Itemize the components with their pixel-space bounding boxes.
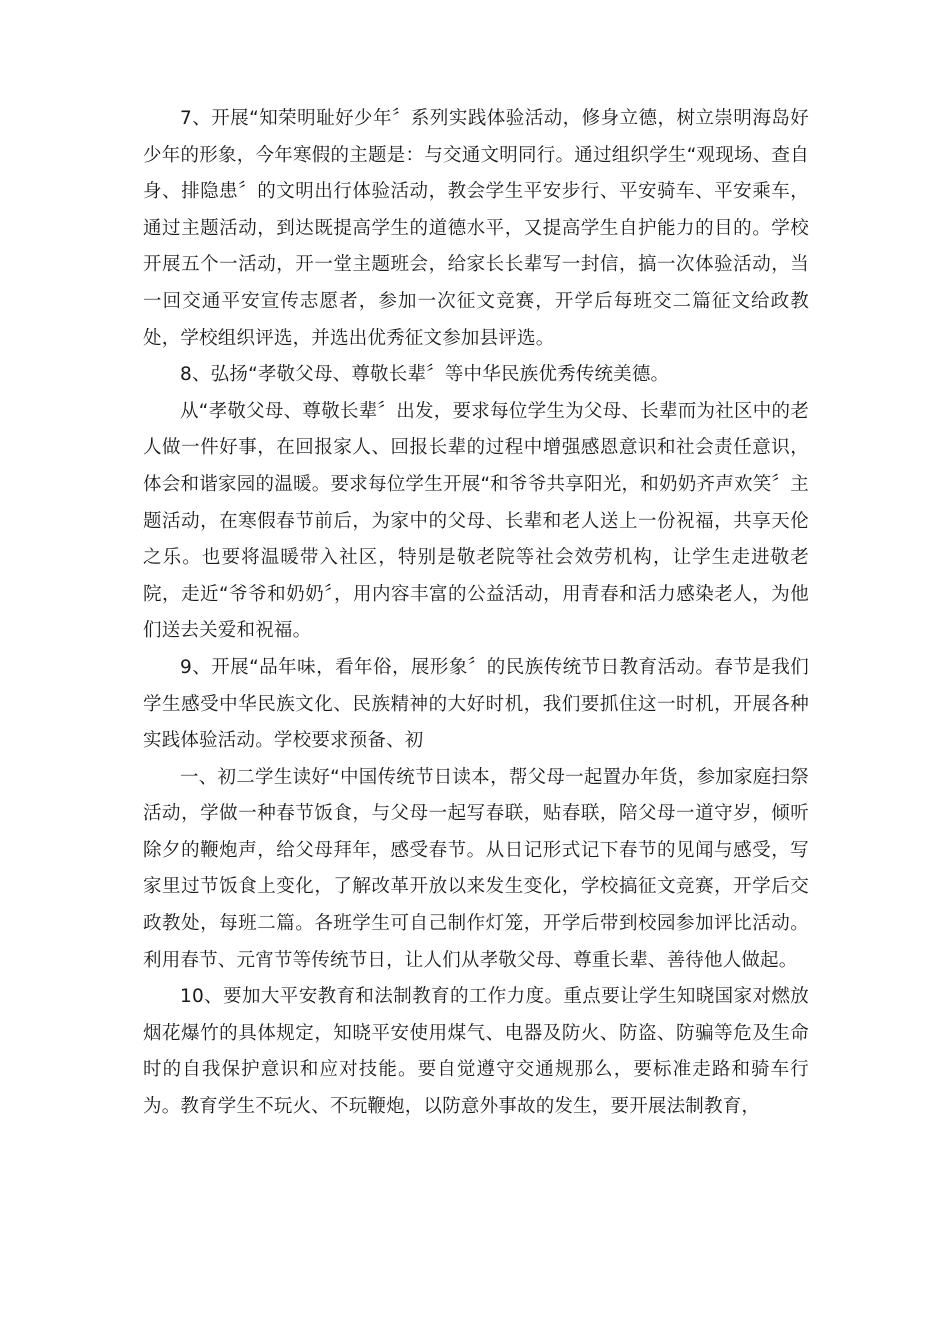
- paragraph-item-8-body: 从“孝敬父母、尊敬长辈〞出发，要求每位学生为父母、长辈而为社区中的老人做一件好事，在回报家人、回报长辈的过程中增强感恩意识和社会责任意识，体会和谐家园的温暖。要求每位学生开展“和爷爷共享阳光，和奶奶齐声欢笑〞主题活动，在寒假春节前后，为家中的父母、长辈和老人送上一份祝福，共享天伦之乐。也要将温暖带入社区，特别是敬老院等社会效劳机构，让学生走进敬老院，走近“爷爷和奶奶〞，用内容丰富的公益活动，用青春和活力感染老人，为他们送去关爱和祝福。: [143, 400, 809, 642]
- paragraph-item-10: 10、要加大平安教育和法制教育的工作力度。重点要让学生知晓国家对燃放烟花爆竹的具体规定，知晓平安使用煤气、电器及防火、防盗、防骗等危及生命时的自我保护意识和应对技能。要自觉遵守交通规那么，要标准走路和骑车行为。教育学生不玩火、不玩鞭炮，以防意外事故的发生，要开展法制教育，: [143, 986, 809, 1118]
- paragraph-item-9-continued: 一、初二学生读好“中国传统节日读本，帮父母一起置办年货，参加家庭扫祭活动，学做一种春节饭食，与父母一起写春联，贴春联，陪父母一道守岁，倾听除夕的鞭炮声，给父母拜年，感受春节。从日记形式记下春节的见闻与感受，写家里过节饭食上变化，了解改革开放以来发生变化，学校搞征文竞赛，开学后交政教处，每班二篇。各班学生可自己制作灯笼，开学后带到校园参加评比活动。利用春节、元宵节等传统节日，让人们从孝敬父母、尊重长辈、善待他人做起。: [143, 766, 809, 971]
- document-body: [143, 101, 809, 1126]
- paragraph-item-7: 7、开展“知荣明耻好少年〞系列实践体验活动，修身立德，树立崇明海岛好少年的形象，今年寒假的主题是：与交通文明同行。通过组织学生“观现场、查自身、排隐患〞的文明出行体验活动，教会学生平安步行、平安骑车、平安乘车，通过主题活动，到达既提高学生的道德水平，又提高学生自护能力的目的。学校开展五个一活动，开一堂主题班会，给家长长辈写一封信，搞一次体验活动，当一回交通平安宣传志愿者，参加一次征文竞赛，开学后每班交二篇征文给政教处，学校组织评选，并选出优秀征文参加县评选。: [143, 108, 809, 349]
- paragraph-item-8-heading: 8、弘扬“孝敬父母、尊敬长辈〞等中华民族优秀传统美德。: [180, 364, 670, 386]
- paragraph-item-9: 9、开展“品年味，看年俗，展形象〞的民族传统节日教育活动。春节是我们学生感受中华民族文化、民族精神的大好时机，我们要抓住这一时机，开展各种实践体验活动。学校要求预备、初: [143, 656, 809, 752]
